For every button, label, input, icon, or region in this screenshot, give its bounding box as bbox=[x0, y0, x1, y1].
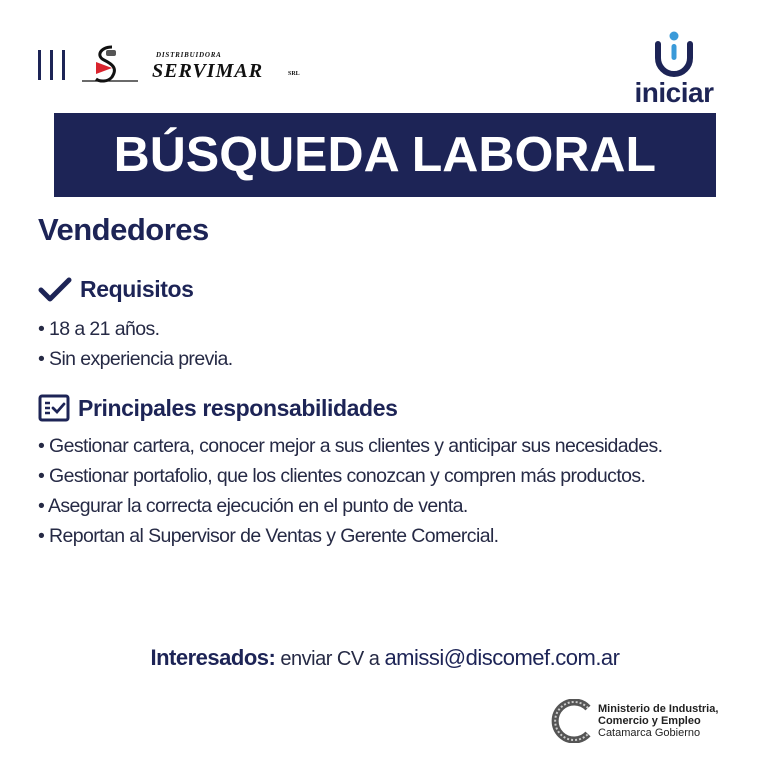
requirements-title: Requisitos bbox=[80, 276, 194, 302]
page-title: BÚSQUEDA LABORAL bbox=[113, 128, 657, 182]
iniciar-logo bbox=[628, 30, 720, 110]
position-title: Vendedores bbox=[38, 212, 209, 247]
iniciar-emblem-icon bbox=[628, 30, 720, 78]
checklist-icon bbox=[38, 394, 70, 422]
responsibilities-title: Principales responsabilidades bbox=[78, 394, 398, 421]
title-banner bbox=[54, 113, 716, 197]
decorative-bars bbox=[38, 50, 65, 80]
requirements-heading bbox=[38, 276, 194, 303]
company-top-text: DISTRIBUIDORA bbox=[156, 51, 222, 59]
requirements-list bbox=[38, 314, 233, 374]
ministry-line-3: Catamarca Gobierno bbox=[598, 727, 701, 739]
servimar-emblem-icon bbox=[82, 44, 138, 86]
responsibilities-list bbox=[38, 431, 678, 551]
ministry-line-2: Comercio y Empleo bbox=[598, 715, 701, 727]
list-item: • Gestionar cartera, conocer mejor a sus clientes y anticipar sus necesidades. bbox=[38, 435, 663, 457]
ministry-logo bbox=[550, 697, 750, 745]
responsibilities-heading bbox=[38, 394, 397, 422]
contact-text: enviar CV a bbox=[275, 648, 385, 670]
servimar-logo bbox=[80, 42, 320, 90]
checkmark-icon bbox=[38, 277, 72, 303]
company-suffix: SRL bbox=[288, 71, 300, 77]
contact-label: Interesados: bbox=[150, 645, 276, 670]
list-item: • Gestionar portafolio, que los clientes conozcan y compren más productos. bbox=[38, 465, 646, 487]
catamarca-emblem-icon bbox=[550, 699, 594, 743]
list-item: • 18 a 21 años. bbox=[38, 318, 160, 340]
contact-line bbox=[0, 645, 770, 671]
ministry-line-1: Ministerio de Industria, bbox=[598, 703, 719, 715]
company-name: SERVIMAR bbox=[152, 60, 264, 82]
list-item: • Reportan al Supervisor de Ventas y Gerente Comercial. bbox=[38, 525, 499, 547]
list-item: • Sin experiencia previa. bbox=[38, 348, 233, 370]
contact-email[interactable]: amissi@discomef.com.ar bbox=[384, 645, 620, 670]
list-item: • Asegurar la correcta ejecución en el punto de venta. bbox=[38, 495, 468, 517]
iniciar-text: iniciar bbox=[634, 77, 714, 108]
